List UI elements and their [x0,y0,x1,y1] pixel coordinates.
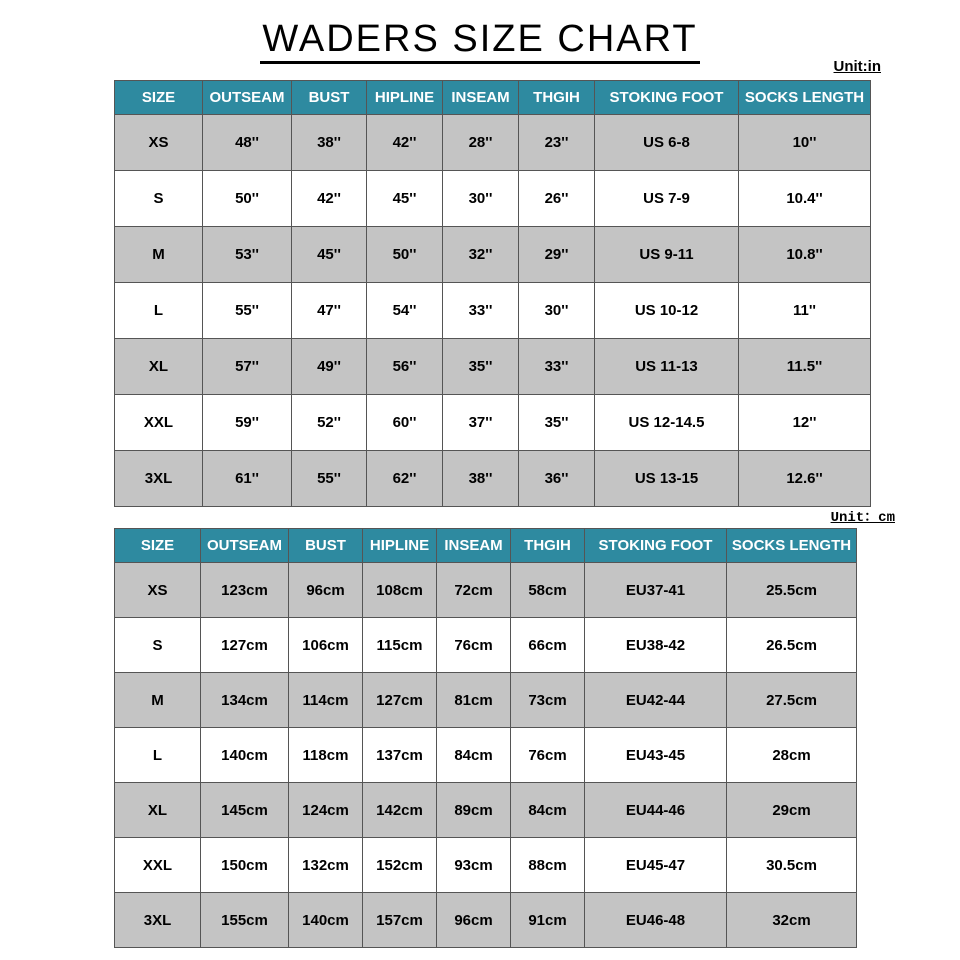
value-cell: 50'' [367,227,443,283]
header-cell: THGIH [519,81,595,115]
size-cell: L [115,283,203,339]
value-cell: 88cm [511,838,585,893]
value-cell: 106cm [289,618,363,673]
value-cell: 73cm [511,673,585,728]
value-cell: 84cm [437,728,511,783]
table-row [115,838,857,893]
value-cell: EU42-44 [585,673,727,728]
page-title-text: WADERS SIZE CHART [260,18,699,64]
value-cell: 30'' [443,171,519,227]
size-table-cm [114,528,857,948]
size-cell: XS [115,563,201,618]
value-cell: 157cm [363,893,437,948]
unit-label-cm: Unit：cm [830,510,895,526]
size-cell: XS [115,115,203,171]
value-cell: 60'' [367,395,443,451]
value-cell: 30'' [519,283,595,339]
value-cell: 26'' [519,171,595,227]
value-cell: 38'' [292,115,367,171]
value-cell: 23'' [519,115,595,171]
table-row [115,283,871,339]
value-cell: 26.5cm [727,618,857,673]
value-cell: 32'' [443,227,519,283]
value-cell: 58cm [511,563,585,618]
value-cell: EU45-47 [585,838,727,893]
header-cell: SIZE [115,81,203,115]
value-cell: 124cm [289,783,363,838]
value-cell: 30.5cm [727,838,857,893]
value-cell: 12.6'' [739,451,871,507]
value-cell: 53'' [203,227,292,283]
size-cell: XXL [115,395,203,451]
value-cell: EU44-46 [585,783,727,838]
size-cell: S [115,618,201,673]
table-row [115,395,871,451]
value-cell: 33'' [519,339,595,395]
value-cell: 47'' [292,283,367,339]
value-cell: 114cm [289,673,363,728]
table-row [115,171,871,227]
value-cell: US 6-8 [595,115,739,171]
value-cell: 55'' [292,451,367,507]
header-cell: OUTSEAM [203,81,292,115]
header-cell: INSEAM [443,81,519,115]
value-cell: 48'' [203,115,292,171]
unit-label-inch: Unit:in [833,58,881,75]
header-cell: SIZE [115,529,201,563]
size-cell: XXL [115,838,201,893]
header-cell: THGIH [511,529,585,563]
value-cell: 55'' [203,283,292,339]
value-cell: 76cm [437,618,511,673]
value-cell: 155cm [201,893,289,948]
value-cell: 152cm [363,838,437,893]
value-cell: 28'' [443,115,519,171]
value-cell: 123cm [201,563,289,618]
value-cell: 127cm [201,618,289,673]
size-cell: M [115,227,203,283]
header-cell: HIPLINE [367,81,443,115]
value-cell: 91cm [511,893,585,948]
table-row [115,893,857,948]
value-cell: 140cm [289,893,363,948]
value-cell: 45'' [367,171,443,227]
value-cell: 115cm [363,618,437,673]
value-cell: 28cm [727,728,857,783]
value-cell: 89cm [437,783,511,838]
value-cell: 12'' [739,395,871,451]
value-cell: 32cm [727,893,857,948]
value-cell: US 10-12 [595,283,739,339]
value-cell: 45'' [292,227,367,283]
size-cell: M [115,673,201,728]
value-cell: 59'' [203,395,292,451]
table-row [115,783,857,838]
value-cell: EU38-42 [585,618,727,673]
value-cell: 38'' [443,451,519,507]
value-cell: 61'' [203,451,292,507]
value-cell: EU37-41 [585,563,727,618]
table-header-row [115,81,871,115]
table-header-row [115,529,857,563]
size-cell: 3XL [115,451,203,507]
header-cell: SOCKS LENGTH [727,529,857,563]
value-cell: 127cm [363,673,437,728]
value-cell: 11'' [739,283,871,339]
value-cell: 62'' [367,451,443,507]
header-cell: BUST [292,81,367,115]
header-cell: BUST [289,529,363,563]
header-cell: OUTSEAM [201,529,289,563]
value-cell: EU43-45 [585,728,727,783]
value-cell: 54'' [367,283,443,339]
size-cell: S [115,171,203,227]
size-cell: 3XL [115,893,201,948]
value-cell: 66cm [511,618,585,673]
value-cell: 142cm [363,783,437,838]
table-row [115,451,871,507]
value-cell: 27.5cm [727,673,857,728]
value-cell: 29'' [519,227,595,283]
size-table-inch [114,80,871,507]
value-cell: 52'' [292,395,367,451]
value-cell: 76cm [511,728,585,783]
value-cell: 36'' [519,451,595,507]
value-cell: 118cm [289,728,363,783]
value-cell: 56'' [367,339,443,395]
value-cell: 10'' [739,115,871,171]
table-row [115,563,857,618]
value-cell: 37'' [443,395,519,451]
table-row [115,227,871,283]
value-cell: US 11-13 [595,339,739,395]
page-title [0,16,960,62]
table-row [115,115,871,171]
size-cell: XL [115,783,201,838]
value-cell: 137cm [363,728,437,783]
value-cell: 42'' [367,115,443,171]
header-cell: HIPLINE [363,529,437,563]
value-cell: 140cm [201,728,289,783]
table-row [115,339,871,395]
value-cell: US 12-14.5 [595,395,739,451]
size-cell: XL [115,339,203,395]
value-cell: 134cm [201,673,289,728]
value-cell: 150cm [201,838,289,893]
value-cell: 72cm [437,563,511,618]
value-cell: 84cm [511,783,585,838]
table-row [115,618,857,673]
table-row [115,673,857,728]
value-cell: 96cm [289,563,363,618]
table-row [115,728,857,783]
value-cell: 10.8'' [739,227,871,283]
size-cell: L [115,728,201,783]
value-cell: 35'' [519,395,595,451]
value-cell: 10.4'' [739,171,871,227]
value-cell: US 7-9 [595,171,739,227]
header-cell: STOKING FOOT [595,81,739,115]
header-cell: SOCKS LENGTH [739,81,871,115]
value-cell: 57'' [203,339,292,395]
value-cell: 33'' [443,283,519,339]
header-cell: INSEAM [437,529,511,563]
value-cell: 93cm [437,838,511,893]
value-cell: EU46-48 [585,893,727,948]
value-cell: 29cm [727,783,857,838]
value-cell: 25.5cm [727,563,857,618]
value-cell: 50'' [203,171,292,227]
value-cell: 96cm [437,893,511,948]
value-cell: 132cm [289,838,363,893]
value-cell: 108cm [363,563,437,618]
value-cell: US 13-15 [595,451,739,507]
value-cell: 35'' [443,339,519,395]
value-cell: 42'' [292,171,367,227]
value-cell: 81cm [437,673,511,728]
value-cell: 11.5'' [739,339,871,395]
value-cell: US 9-11 [595,227,739,283]
value-cell: 49'' [292,339,367,395]
header-cell: STOKING FOOT [585,529,727,563]
value-cell: 145cm [201,783,289,838]
